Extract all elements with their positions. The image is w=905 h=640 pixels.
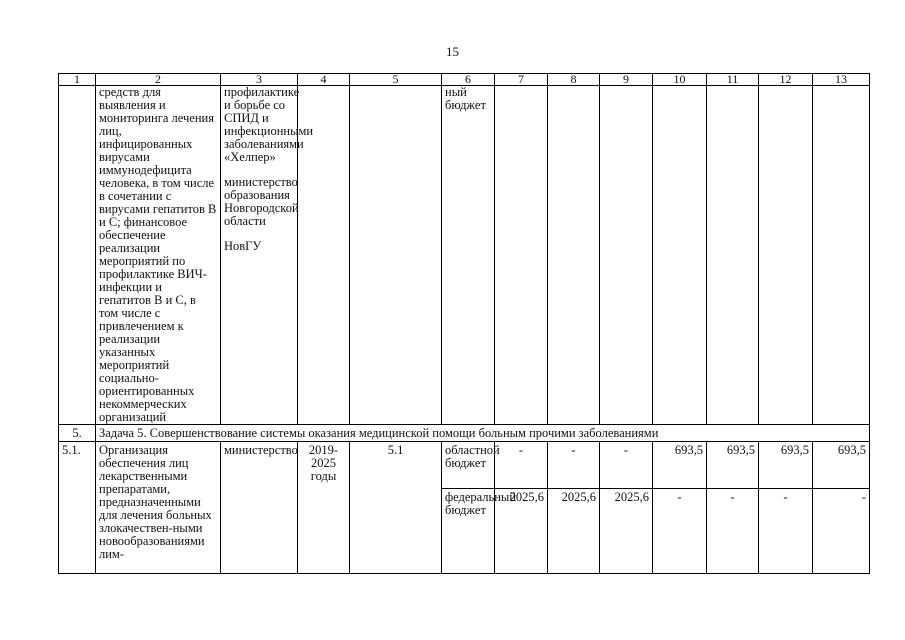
column-header: 1: [59, 74, 96, 86]
executor: министерство: [221, 442, 298, 574]
budget-source: областной бюджет: [442, 442, 495, 489]
value-cell: -: [813, 489, 870, 574]
value-cell: -: [707, 489, 759, 574]
budget-source: ный бюджет: [442, 86, 495, 425]
cell-empty: [707, 86, 759, 425]
column-header: 9: [600, 74, 653, 86]
column-number-row: [59, 74, 870, 86]
table-row: [59, 442, 870, 489]
task-number: 5.: [59, 425, 96, 442]
value-cell: 2025,6: [600, 489, 653, 574]
value-cell: -: [600, 442, 653, 489]
cell-empty: [59, 86, 96, 425]
measure-description: Организация обеспечения лиц лекарственными препаратами, предназначенными для лечения больных злокачествен-ными новообразованиями лим-: [96, 442, 221, 574]
column-header: 11: [707, 74, 759, 86]
task-row: [59, 425, 870, 442]
budget-source: федеральный бюджет: [442, 489, 495, 574]
cell-empty: [495, 86, 548, 425]
value-cell: 693,5: [707, 442, 759, 489]
column-header: 3: [221, 74, 298, 86]
value-cell: -: [653, 489, 707, 574]
value-cell: -: [495, 442, 548, 489]
column-header: 13: [813, 74, 870, 86]
cell-empty: [653, 86, 707, 425]
value-cell: -: [548, 442, 600, 489]
column-header: 10: [653, 74, 707, 86]
target-indicator: 5.1: [350, 442, 442, 574]
column-header: 4: [298, 74, 350, 86]
column-header: 2: [96, 74, 221, 86]
executor-ministry: министерство образования Новгородской области: [224, 175, 299, 228]
value-cell: 693,5: [653, 442, 707, 489]
item-number: 5.1.: [59, 442, 96, 574]
executors-cell: [221, 85, 314, 425]
cell-empty: [759, 86, 813, 425]
executor-org: профилактике и борьбе со СПИД и инфекционными заболеваниями «Хелпер»: [224, 85, 314, 164]
program-table: [58, 73, 870, 574]
column-header: 5: [350, 74, 442, 86]
page-number: 15: [446, 44, 459, 59]
cell-empty: [548, 86, 600, 425]
period: 2019-2025 годы: [298, 442, 350, 574]
task-title: Задача 5. Совершенствование системы оказания медицинской помощи больным прочими заболеваниями: [96, 425, 870, 442]
value-cell: 2025,6: [495, 489, 548, 574]
cell-empty: [813, 86, 870, 425]
value-cell: 693,5: [759, 442, 813, 489]
cell-empty: [350, 86, 442, 425]
table-row: [59, 86, 870, 425]
value-cell: 693,5: [813, 442, 870, 489]
column-header: 7: [495, 74, 548, 86]
column-header: 8: [548, 74, 600, 86]
executor-university: НовГУ: [224, 239, 262, 253]
cell-empty: [600, 86, 653, 425]
measure-description: средств для выявления и мониторинга лечения лиц, инфицированных вирусами иммунодефицита человека, в том числе в сочетании с вирусами гепатитов В и С; финансовое обеспечение реализации мероприятий по профилактике ВИЧ-инфекции и гепатитов В и С, в том числе с привлечением к реализации указанных мероприятий социально-ориентированных некоммерческих организаций: [96, 86, 221, 425]
column-header: 12: [759, 74, 813, 86]
value-cell: -: [759, 489, 813, 574]
value-cell: 2025,6: [548, 489, 600, 574]
column-header: 6: [442, 74, 495, 86]
